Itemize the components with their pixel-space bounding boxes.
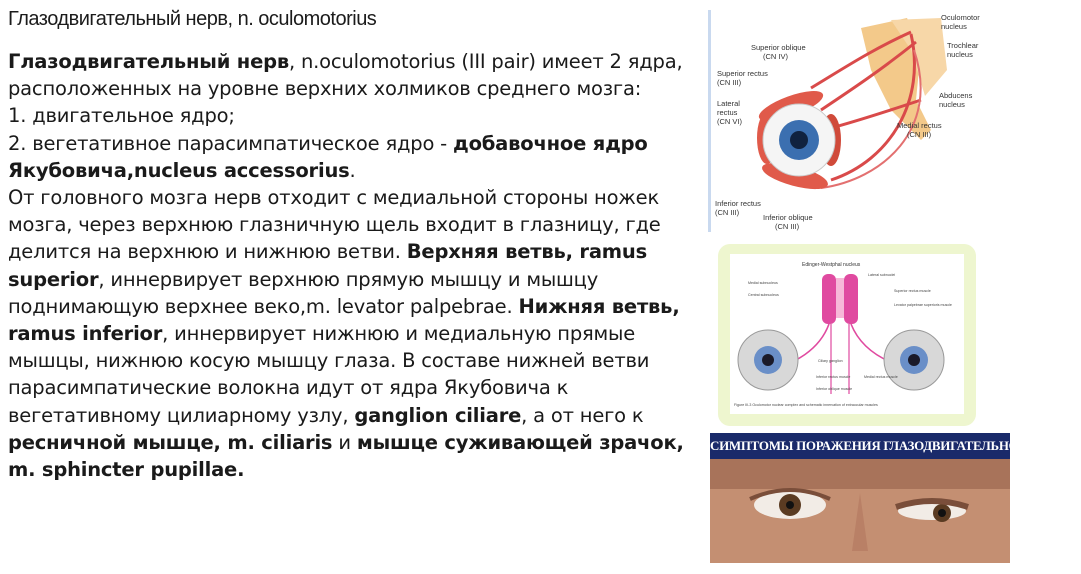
nucleus-center — [836, 278, 844, 318]
nuclei-diagram — [718, 244, 976, 426]
nuclei-label: Central subnucleus — [748, 293, 779, 297]
eye-muscles-diagram — [711, 10, 1013, 232]
text-run: От головного мозга нерв отходит с медиальной стороны ножек мозга, через верхнюю глазничную щель входит в глазницу, где делится на верхнюю и нижнюю ветви. — [8, 186, 661, 264]
bold-term: ресничной мышце, m. ciliaris — [8, 430, 333, 454]
label-lateral-rectus: Lateral rectus (CN VI) — [717, 99, 742, 126]
label-medial-rectus: Medial rectus (CN III) — [897, 121, 942, 139]
right-eye-pupil — [938, 509, 946, 517]
text-run: , n.oculomotorius (III pair) имеет 2 ядра, расположенных на уровне верхних холмиков среднего мозга: — [8, 50, 683, 101]
bold-term: Верхняя ветвь, ramus superior — [8, 240, 648, 291]
text-run: и — [332, 430, 357, 454]
text-run: . — [349, 158, 356, 182]
label-inferior-rectus: Inferior rectus (CN III) — [715, 199, 761, 217]
symptom-photo — [710, 433, 1081, 563]
figure-header: Edinger-Westphal nucleus — [802, 262, 861, 268]
label-abducens: Abducens nucleus — [939, 91, 973, 109]
pupil — [790, 131, 808, 149]
body-text — [8, 48, 698, 483]
label-superior-oblique: Superior oblique (CN IV) — [751, 43, 806, 61]
bold-term: Глазодвигательный нерв — [8, 50, 289, 73]
bold-term: Нижняя ветвь, ramus inferior — [8, 294, 680, 346]
nuclei-label: Lateral subnuclei — [868, 273, 896, 277]
nucleus-right — [844, 274, 858, 324]
text-run: 1. двигательное ядро; — [8, 104, 235, 128]
nuclei-label: Medial subnucleus — [748, 281, 778, 285]
label-inferior-oblique: Inferior oblique (CN III) — [763, 213, 813, 231]
eye-muscles-figure — [708, 10, 1013, 232]
label-superior-rectus: Superior rectus (CN III) — [717, 69, 768, 87]
figure-caption: Figure III-3 Oculomotor nuclear complex and schematic innervation of extraocular muscles — [734, 403, 878, 407]
photo-banner: СИМПТОМЫ ПОРАЖЕНИЯ ГЛАЗОДВИГАТЕЛЬНОГО НЕРВА — [710, 433, 1010, 459]
nuclei-label: Ciliary ganglion — [818, 359, 843, 363]
label-oculomotor: Oculomotor nucleus — [941, 13, 980, 31]
bold-term: ganglion ciliare — [354, 403, 522, 427]
nuclei-label: Superior rectus muscle — [894, 289, 931, 293]
text-run: , а от него к — [521, 403, 644, 427]
brow-area — [710, 459, 1010, 489]
nucleus-left — [822, 274, 836, 324]
nuclei-label: Inferior oblique muscle — [816, 387, 853, 391]
slide-title: Глазодвигательный нерв, n. oculomotorius — [8, 8, 377, 30]
nuclei-label: Medial rectus muscle — [864, 375, 898, 379]
oculomotor-nuclei-figure — [718, 244, 976, 426]
text-run: , иннервирует нижнюю и медиальную прямые мышцы, нижнюю косую мышцу глаза. В составе нижней ветви парасимпатические волокна идут от ядра Якубовича к вегетативному цилиарному узлу, — [8, 322, 650, 427]
right-pupil — [908, 354, 920, 366]
left-eye-pupil — [786, 501, 794, 509]
nuclei-label: Levator palpebrae superioris muscle — [894, 303, 952, 307]
label-trochlear: Trochlear nucleus — [947, 41, 979, 59]
bold-term: добавочное ядро Якубовича,nucleus accessorius — [8, 131, 648, 182]
nuclei-label: Inferior rectus muscle — [816, 375, 851, 379]
text-run: 2. вегетативное парасимпатическое ядро - — [8, 131, 454, 155]
left-pupil — [762, 354, 774, 366]
bold-term: мышце суживающей зрачок, m. sphincter pupillae. — [8, 430, 684, 482]
text-run: , иннервирует верхнюю прямую мышцу и мышцу поднимающую верхнее веко,m. levator palpebrae. — [8, 267, 599, 318]
